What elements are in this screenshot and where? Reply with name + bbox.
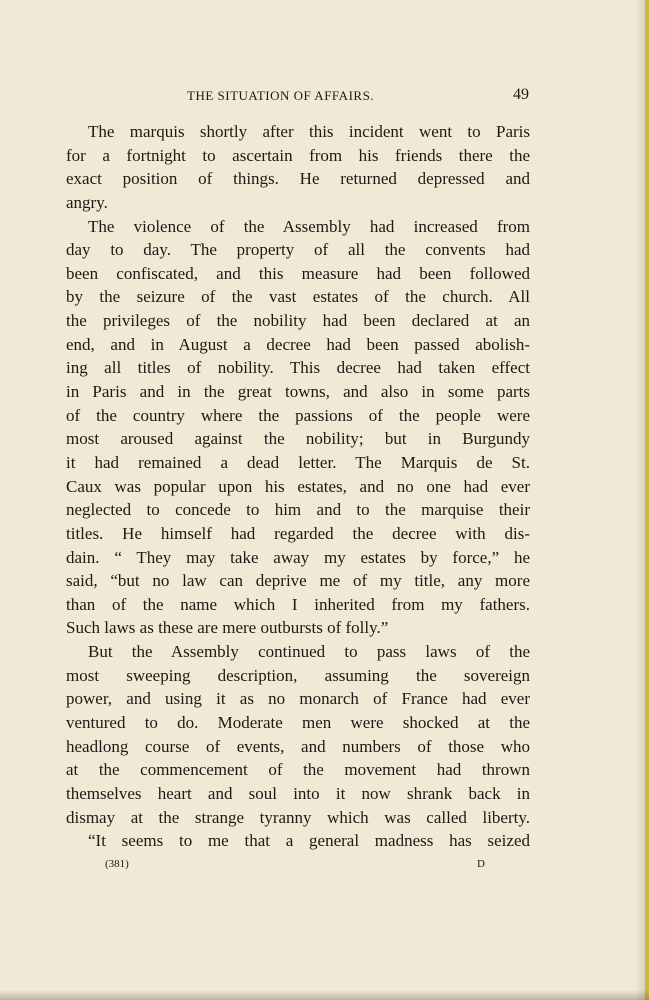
text-line: ing all titles of nobility. This decree had taken effect — [66, 358, 530, 378]
text-line: by the seizure of the vast estates of the church. All — [66, 287, 530, 307]
text-line: most sweeping description, assuming the sovereign — [66, 665, 530, 685]
text-line: end, and in August a decree had been passed abolish- — [66, 334, 530, 354]
signature-mark: (381) — [105, 858, 129, 870]
text-line: it had remained a dead letter. The Marquis de St. — [66, 452, 530, 472]
text-line: neglected to concede to him and to the marquise their — [66, 500, 530, 520]
page-number: 49 — [513, 86, 529, 103]
text-line: most aroused against the nobility; but in Burgundy — [66, 429, 530, 449]
text-line: themselves heart and soul into it now shrank back in — [66, 783, 530, 803]
text-line: angry. — [66, 192, 108, 212]
text-line: The marquis shortly after this incident went to Paris — [88, 122, 530, 141]
text-line: of the country where the passions of the people were — [66, 405, 530, 425]
text-line: power, and using it as no monarch of France had ever — [66, 689, 530, 709]
text-line: dismay at the strange tyranny which was called liberty. — [66, 807, 530, 827]
text-line: ventured to do. Moderate men were shocked at the — [66, 713, 530, 733]
page-header — [87, 86, 533, 108]
text-line: at the commencement of the movement had thrown — [66, 760, 530, 780]
text-line: The violence of the Assembly had increased from — [88, 216, 530, 236]
text-line: exact position of things. He returned depressed and — [66, 169, 530, 189]
text-line: Such laws as these are mere outbursts of folly.” — [66, 618, 389, 638]
signature-letter: D — [477, 858, 485, 870]
text-line: for a fortnight to ascertain from his friends there the — [66, 145, 530, 165]
page-bottom-shadow — [0, 990, 649, 1000]
body-text — [66, 120, 530, 853]
text-line: day to day. The property of all the convents had — [66, 240, 530, 260]
text-line: said, “but no law can deprive me of my title, any more — [66, 571, 530, 591]
text-line: headlong course of events, and numbers of those who — [66, 736, 530, 756]
page-footer — [105, 858, 485, 876]
text-line: the privileges of the nobility had been declared at an — [66, 311, 530, 331]
page-edge-strip — [645, 0, 649, 1000]
text-line: Caux was popular upon his estates, and no one had ever — [66, 476, 530, 496]
text-line: than of the name which I inherited from my fathers. — [66, 594, 530, 614]
text-line: But the Assembly continued to pass laws of the — [88, 642, 530, 662]
running-head: THE SITUATION OF AFFAIRS. — [187, 88, 375, 103]
text-line: been confiscated, and this measure had been followed — [66, 263, 530, 283]
text-line: titles. He himself had regarded the decree with dis- — [66, 523, 530, 543]
text-line: “It seems to me that a general madness has seized — [88, 831, 530, 851]
text-line: in Paris and in the great towns, and also in some parts — [66, 382, 530, 402]
text-line: dain. “ They may take away my estates by force,” he — [66, 547, 530, 567]
